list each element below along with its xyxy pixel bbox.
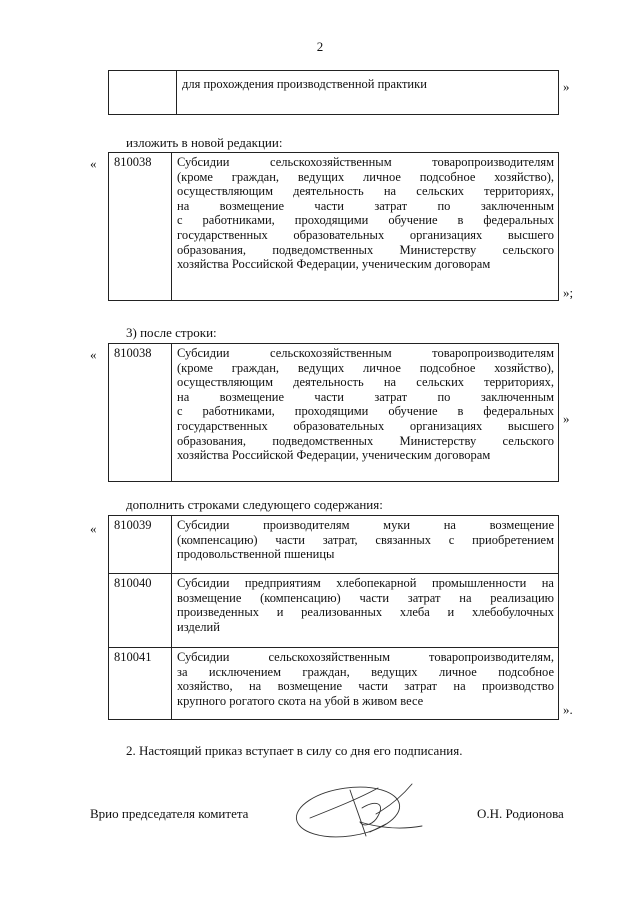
paragraph-edit-instruction: изложить в новой редакции: <box>126 135 283 150</box>
table1-line: осуществляющим деятельность на сельских территориях, <box>177 184 554 199</box>
table1 <box>108 152 559 301</box>
table3-close-quote: ». <box>563 702 573 717</box>
table2-code: 810038 <box>109 344 172 482</box>
table-row <box>109 516 559 574</box>
table2-line: (кроме граждан, ведущих личное подсобное хозяйство), <box>177 360 554 375</box>
table3-line: продовольственной пшеницы <box>177 547 335 562</box>
table1-description <box>172 153 559 301</box>
signatory-position: Врио председателя комитета <box>90 806 249 821</box>
table3-code: 810039 <box>109 516 172 574</box>
table3-description <box>172 574 559 648</box>
table3-code: 810040 <box>109 574 172 648</box>
top-table-code <box>109 71 177 115</box>
table2-line: образования, подведомственных Министерству сельского <box>177 433 554 448</box>
table3-line: возмещение (компенсацию) части затрат на реализацию <box>177 590 554 605</box>
table3-line: крупного рогатого скота на убой в живом весе <box>177 693 424 708</box>
page-number: 2 <box>316 39 324 54</box>
table2-line: государственных образовательных организациях высшего <box>177 418 554 433</box>
table2-close-quote: » <box>563 411 570 426</box>
table1-line: с работниками, проходящими обучение в федеральных <box>177 213 554 228</box>
table2-open-quote: « <box>90 347 97 362</box>
table1-line: хозяйства Российской Федерации, ученическим договорам <box>177 257 491 272</box>
paragraph-effective-date: 2. Настоящий приказ вступает в силу со дня его подписания. <box>126 743 463 758</box>
table1-line: государственных образовательных организациях высшего <box>177 227 554 242</box>
table2-line: осуществляющим деятельность на сельских территориях, <box>177 375 554 390</box>
table3-line: хозяйство, на возмещение части затрат на производство <box>177 679 554 694</box>
paragraph-after-row: 3) после строки: <box>126 325 217 340</box>
table3-line: произведенных и реализованных хлеба и хлебобулочных <box>177 605 554 620</box>
table1-line: образования, подведомственных Министерству сельского <box>177 242 554 257</box>
table3-line: (компенсацию) части затрат, связанных с приобретением <box>177 532 554 547</box>
table2-line: хозяйства Российской Федерации, ученическим договорам <box>177 448 491 463</box>
table3-description <box>172 648 559 720</box>
table-row <box>109 648 559 720</box>
table2-description <box>172 344 559 482</box>
table3-line: Субсидии производителям муки на возмещение <box>177 518 554 532</box>
table2-line: Субсидии сельскохозяйственным товаропроизводителям <box>177 346 554 360</box>
top-table-close-quote: » <box>563 79 570 94</box>
table3-line: Субсидии предприятиям хлебопекарной промышленности на <box>177 576 554 590</box>
table1-close-quote: »; <box>563 285 574 300</box>
table1-open-quote: « <box>90 156 97 171</box>
table1-line: Субсидии сельскохозяйственным товаропроизводителям <box>177 155 554 169</box>
table1-line: (кроме граждан, ведущих личное подсобное хозяйство), <box>177 169 554 184</box>
table-row <box>109 574 559 648</box>
table3 <box>108 515 559 720</box>
table2 <box>108 343 559 482</box>
table1-code: 810038 <box>109 153 172 301</box>
top-table-text: для прохождения производственной практики <box>177 71 559 115</box>
table2-line: на возмещение части затрат по заключенным <box>177 389 554 404</box>
table3-code: 810041 <box>109 648 172 720</box>
table3-line: за исключением граждан, ведущих личное подсобное <box>177 664 554 679</box>
signatory-name: О.Н. Родионова <box>477 806 564 821</box>
top-table <box>108 70 559 115</box>
table3-line: изделий <box>177 619 220 634</box>
table3-description <box>172 516 559 574</box>
handwritten-signature <box>290 778 440 850</box>
paragraph-add-rows: дополнить строками следующего содержания: <box>126 497 383 512</box>
table1-line: на возмещение части затрат по заключенным <box>177 198 554 213</box>
table3-line: Субсидии сельскохозяйственным товаропроизводителям, <box>177 650 554 664</box>
table2-line: с работниками, проходящими обучение в федеральных <box>177 404 554 419</box>
table3-open-quote: « <box>90 521 97 536</box>
